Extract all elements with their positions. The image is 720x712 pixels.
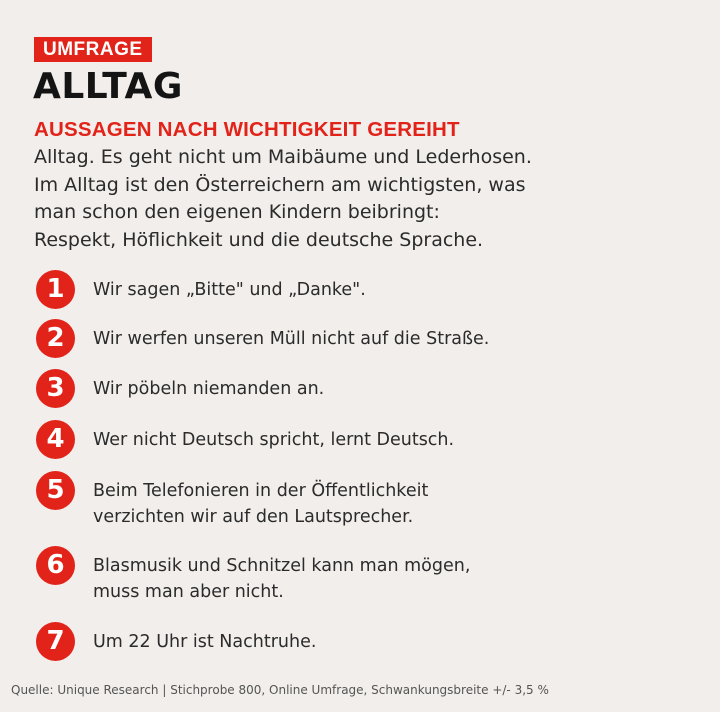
list-item-line: verzichten wir auf den Lautsprecher. (93, 507, 414, 527)
list-item-line: muss man aber nicht. (93, 582, 284, 602)
number-badge: 1 (36, 270, 75, 309)
number-badge: 2 (36, 319, 75, 358)
list-item-line: Wer nicht Deutsch spricht, lernt Deutsch. (93, 430, 455, 450)
list-item-text (93, 629, 653, 655)
list-item-text (93, 326, 653, 352)
page-subtitle: AUSSAGEN NACH WICHTIGKEIT GEREIHT (34, 118, 460, 141)
list-item-text (93, 427, 653, 453)
intro-line: Im Alltag ist den Österreichern am wichtigsten, was (34, 173, 526, 196)
number-badge: 6 (36, 546, 75, 585)
list-item-text (93, 277, 653, 303)
list-item-line: Blasmusik und Schnitzel kann man mögen, (93, 556, 471, 576)
list-item-line: Wir sagen „Bitte" und „Danke". (93, 280, 366, 300)
number-badge: 4 (36, 420, 75, 459)
number-badge: 3 (36, 369, 75, 408)
number-badge: 7 (36, 622, 75, 661)
number-badge: 5 (36, 471, 75, 510)
intro-text (34, 144, 594, 254)
list-item-line: Um 22 Uhr ist Nachtruhe. (93, 632, 317, 652)
page-title: ALLTAG (33, 66, 183, 107)
list-item-line: Beim Telefonieren in der Öffentlichkeit (93, 481, 429, 501)
source-note: Quelle: Unique Research | Stichprobe 800, Online Umfrage, Schwankungsbreite +/- 3,5 % (11, 683, 549, 697)
intro-line: Respekt, Höflichkeit und die deutsche Sprache. (34, 228, 484, 251)
list-item-line: Wir werfen unseren Müll nicht auf die Straße. (93, 329, 490, 349)
list-item-text (93, 478, 653, 530)
intro-line: man schon den eigenen Kindern beibringt: (34, 201, 440, 223)
list-item-text (93, 376, 653, 402)
list-item-text (93, 553, 653, 605)
survey-badge: UMFRAGE (34, 37, 152, 62)
list-item-line: Wir pöbeln niemanden an. (93, 379, 325, 399)
intro-line: Alltag. Es geht nicht um Maibäume und Lederhosen. (34, 146, 532, 168)
